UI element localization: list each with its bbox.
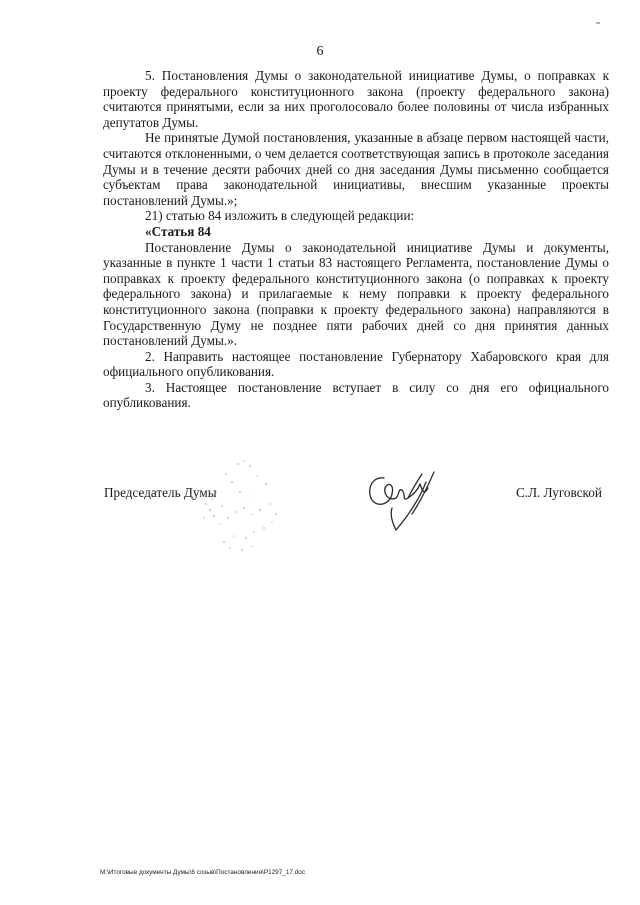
file-path-footer: M:\Итоговые документы Думы\6 созыв\Постановления\Р1297_17.doc — [100, 869, 306, 876]
paragraph-item-5: 5. Постановления Думы о законодательной инициативе Думы, о поправках к проекту федерального конституционного закона (проекту федерального закона) считаются принятыми, если за них проголосовало более половины от числа избранных депутатов Думы. — [103, 68, 609, 130]
article-84-text: Постановление Думы о законодательной инициативе Думы и документы, указанные в пункте 1 части 1 статьи 83 настоящего Регламента, постановление Думы о поправках к проекту федерального конституционного закона (о поправках к проекту федерального закона) и прилагаемые к нему поправки к проекту федерального конституционного закона (поправки к проекту федерального закона) направляются в Государственную Думу не позднее пяти рабочих дней со дня принятия данных постановлений Думы.». — [103, 239, 609, 349]
paragraph-rejected-resolutions: Не принятые Думой постановления, указанные в абзаце первом настоящей части, считаются отклоненными, о чем делается соответствующая запись в протоколе заседания Думы и в течение десяти рабочих дней со дня заседания Думы письменно сообщается субъектам права законодательной инициативы, внесшим указанные проекты постановлений Думы.»; — [103, 130, 609, 208]
page-number: 6 — [316, 44, 324, 59]
paragraph-item-2: 2. Направить настоящее постановление Губернатору Хабаровского края для официального опубликования. — [103, 348, 609, 380]
scan-mark — [596, 22, 600, 24]
paragraph-item-3: 3. Настоящее постановление вступает в силу со дня его официального опубликования. — [103, 379, 609, 411]
signatory-name: С.Л. Луговской — [516, 485, 602, 500]
article-84-heading: «Статья 84 — [145, 223, 211, 239]
document-body — [103, 68, 609, 411]
chairman-title: Председатель Думы — [104, 485, 217, 500]
handwritten-signature — [362, 468, 442, 534]
paragraph-amendment-21: 21) статью 84 изложить в следующей редакции: — [145, 208, 415, 224]
official-stamp-imprint — [186, 452, 306, 562]
